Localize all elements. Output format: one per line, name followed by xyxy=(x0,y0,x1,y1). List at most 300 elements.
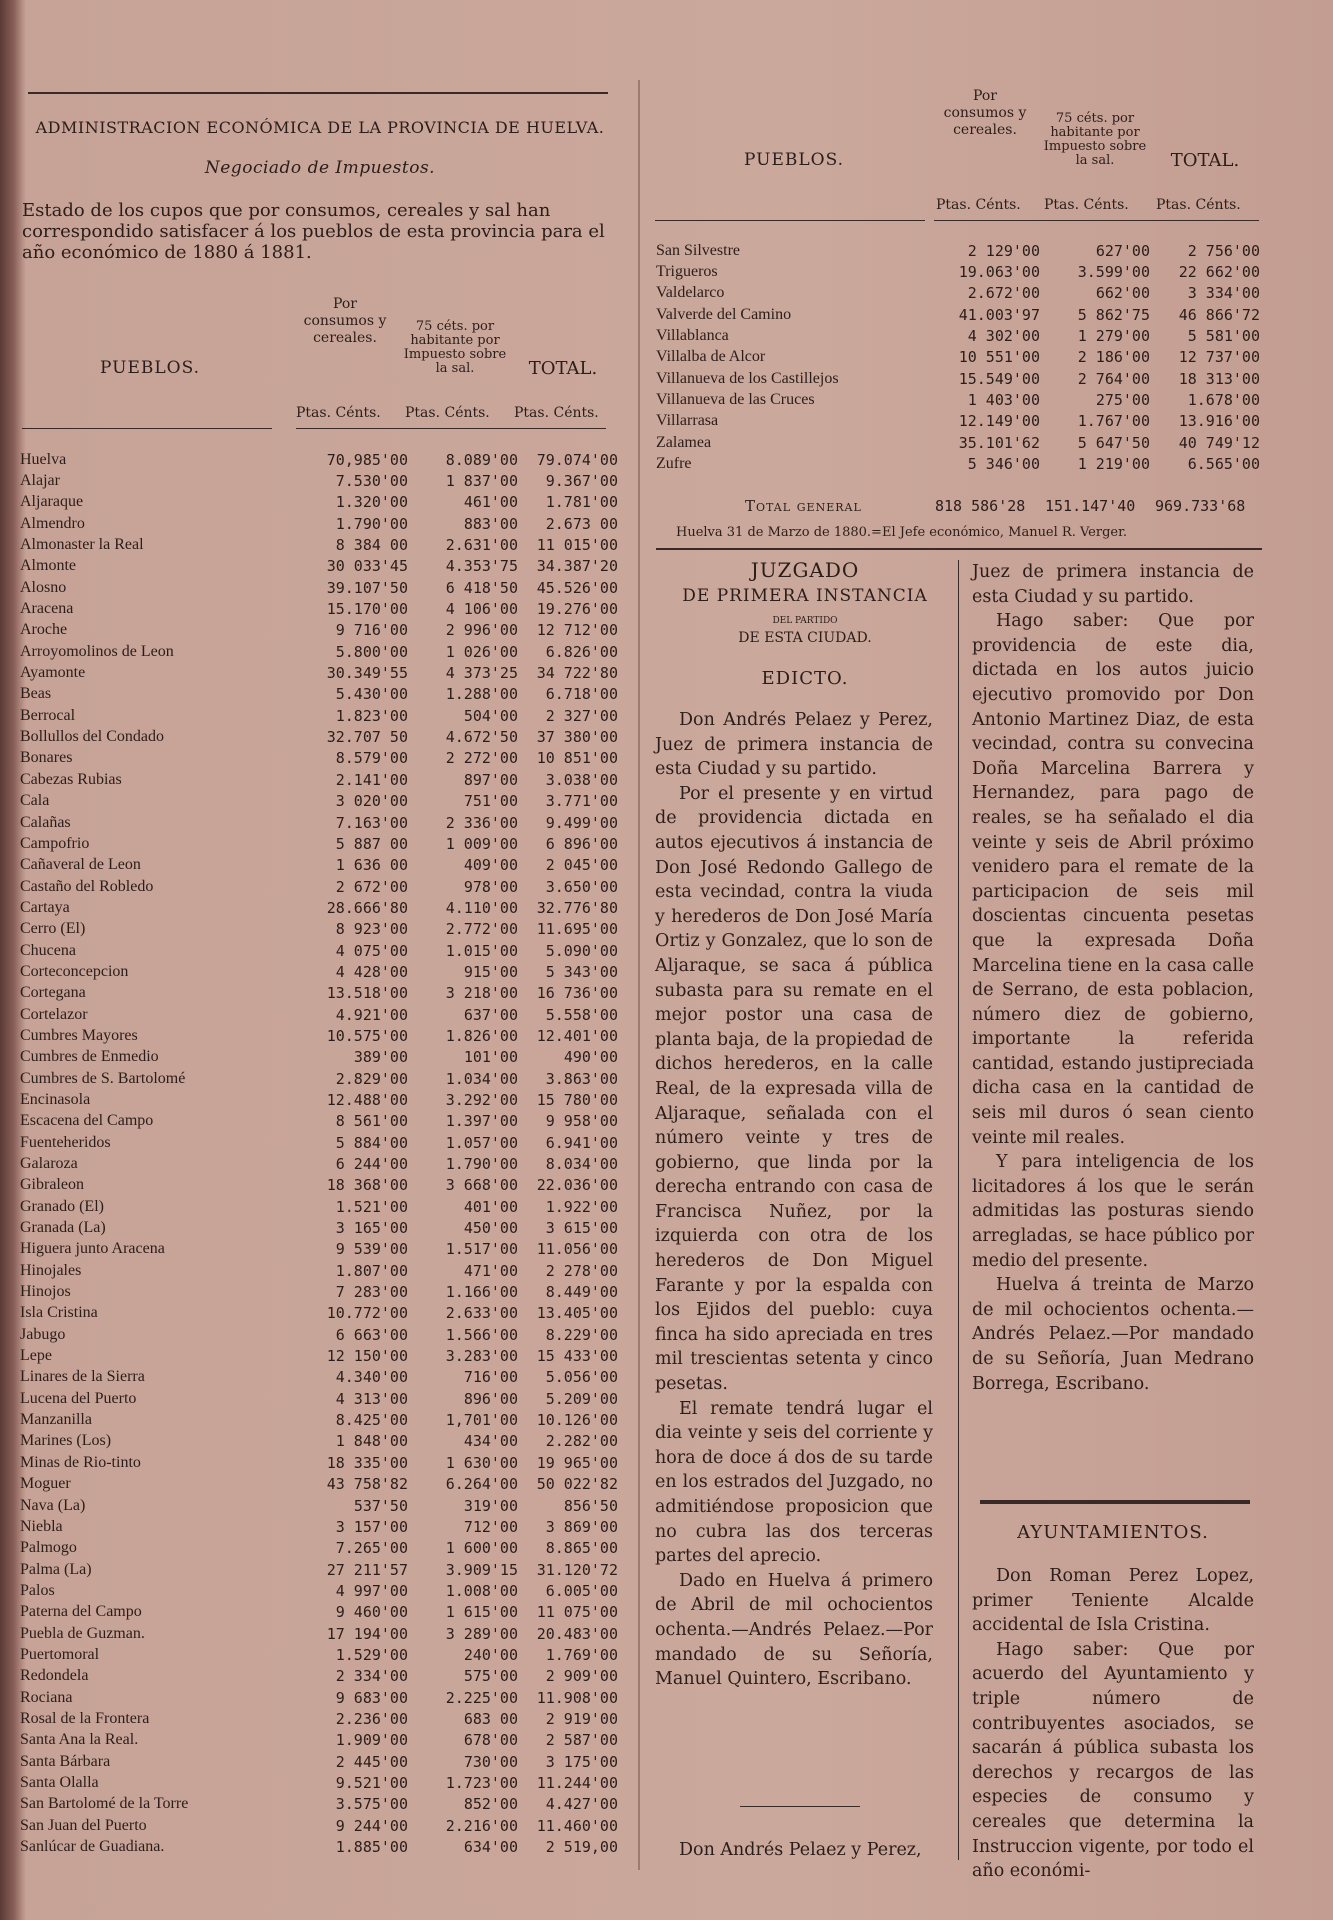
table-row xyxy=(20,1644,618,1665)
table-row xyxy=(20,556,618,577)
table-row xyxy=(20,1431,618,1452)
right-unit-col2: Ptas. Cénts. xyxy=(1044,197,1129,213)
pueblo-name: Minas de Rio-tinto xyxy=(20,1453,141,1471)
edicto-title: EDICTO. xyxy=(761,668,849,689)
consumos-value: 7 283'00 xyxy=(335,1283,408,1302)
total-value: 2 327'00 xyxy=(545,706,618,725)
total-value: 2 909'00 xyxy=(545,1667,618,1686)
sal-value: 4 373'25 xyxy=(445,664,518,683)
sal-value: 1 219'00 xyxy=(1077,455,1150,474)
total-value: 6 896'00 xyxy=(545,834,618,853)
total-value: 5.090'00 xyxy=(545,941,618,960)
sal-value: 3 668'00 xyxy=(445,1176,518,1195)
table-row xyxy=(20,513,618,534)
total-value: 3 334'00 xyxy=(1187,284,1260,303)
table-row xyxy=(20,1175,618,1196)
consumos-value: 12.149'00 xyxy=(958,412,1040,431)
consumos-value: 41.003'97 xyxy=(958,305,1040,324)
total-value: 5 581'00 xyxy=(1187,327,1260,346)
total-value: 11.460'00 xyxy=(536,1816,618,1835)
table-row xyxy=(20,1708,618,1729)
table-row xyxy=(656,261,1260,282)
table-row xyxy=(20,1495,618,1516)
table-row xyxy=(20,833,618,854)
table-row xyxy=(20,919,618,940)
ayunt-p2: Hago saber: Que por acuerdo del Ayuntamiento y triple número de contribuyentes asociados, se sacarán á pública subasta los derechos y recargos de las especies de consumo y cereales que determina la Instruccion vigente, por todo el año económi- xyxy=(972,1639,1254,1882)
total-value: 8.865'00 xyxy=(545,1539,618,1558)
total-value: 2 756'00 xyxy=(1187,241,1260,260)
consumos-value: 32.707 50 xyxy=(326,728,408,747)
consumos-value: 4 075'00 xyxy=(335,941,408,960)
total-value: 32.776'80 xyxy=(536,898,618,917)
sal-value: 1.015'00 xyxy=(445,941,518,960)
total-value: 6.941'00 xyxy=(545,1133,618,1152)
consumos-value: 9 683'00 xyxy=(335,1688,408,1707)
pueblo-name: Cartaya xyxy=(20,898,70,916)
right-header-rule-b xyxy=(934,220,1259,221)
pueblo-name: Jabugo xyxy=(20,1325,66,1343)
pueblo-name: Villalba de Alcor xyxy=(656,348,766,366)
total-value: 6.718'00 xyxy=(545,685,618,704)
sal-value: 1.767'00 xyxy=(1077,412,1150,431)
table-row xyxy=(20,641,618,662)
total-col1: 818 586'28 xyxy=(935,497,1026,515)
pueblo-name: Isla Cristina xyxy=(20,1304,98,1322)
consumos-value: 1.529'00 xyxy=(335,1645,408,1664)
pueblo-name: Higuera junto Aracena xyxy=(20,1240,165,1258)
consumos-value: 1.909'00 xyxy=(335,1731,408,1750)
table-row xyxy=(656,368,1260,389)
edicto-body xyxy=(655,708,933,1692)
pueblo-name: Trigueros xyxy=(656,263,718,281)
total-value: 8.034'00 xyxy=(545,1155,618,1174)
pueblo-name: Arroyomolinos de Leon xyxy=(20,642,174,660)
total-value: 1.781'00 xyxy=(545,493,618,512)
pueblo-name: Bollullos del Condado xyxy=(20,728,164,746)
total-value: 3.650'00 xyxy=(545,877,618,896)
edicto-end-rule xyxy=(740,1806,860,1807)
total-value: 6.565'00 xyxy=(1187,455,1260,474)
pueblo-name: Sanlúcar de Guadiana. xyxy=(20,1838,165,1856)
pueblo-name: San Juan del Puerto xyxy=(20,1816,147,1834)
pueblo-name: Lepe xyxy=(20,1347,52,1365)
consumos-value: 1.790'00 xyxy=(335,514,408,533)
consumos-value: 19.063'00 xyxy=(958,263,1040,282)
col3-body xyxy=(972,560,1254,1396)
total-value: 2.282'00 xyxy=(545,1432,618,1451)
table-row xyxy=(20,1602,618,1623)
consumos-value: 6 663'00 xyxy=(335,1325,408,1344)
sal-value: 8.089'00 xyxy=(445,450,518,469)
total-value: 15 433'00 xyxy=(536,1347,618,1366)
ayuntamientos-title: AYUNTAMIENTOS. xyxy=(1017,1522,1209,1543)
table-row xyxy=(20,1794,618,1815)
total-col2: 151.147'40 xyxy=(1045,497,1136,515)
pueblo-name: Valverde del Camino xyxy=(656,305,792,323)
sal-value: 4.672'50 xyxy=(445,728,518,747)
consumos-value: 28.666'80 xyxy=(326,898,408,917)
pueblo-name: Puebla de Guzman. xyxy=(20,1624,145,1642)
table-row xyxy=(656,389,1260,410)
total-value: 1.678'00 xyxy=(1187,391,1260,410)
sal-value: 2 996'00 xyxy=(445,621,518,640)
pueblo-name: Chucena xyxy=(20,941,76,959)
pueblo-name: Castaño del Robledo xyxy=(20,877,154,895)
sal-value: 883'00 xyxy=(463,514,518,533)
table-row xyxy=(20,1409,618,1430)
consumos-value: 4.340'00 xyxy=(335,1368,408,1387)
pueblo-name: Linares de la Sierra xyxy=(20,1368,145,1386)
total-value: 3.038'00 xyxy=(545,770,618,789)
total-value: 10.126'00 xyxy=(536,1411,618,1430)
consumos-value: 1.521'00 xyxy=(335,1197,408,1216)
table-row xyxy=(20,748,618,769)
pueblo-name: Cortegana xyxy=(20,984,86,1002)
table-row xyxy=(20,1111,618,1132)
consumos-value: 4 428'00 xyxy=(335,962,408,981)
consumos-value: 1 848'00 xyxy=(335,1432,408,1451)
pueblo-name: Santa Ana la Real. xyxy=(20,1731,139,1749)
table-row xyxy=(20,1836,618,1857)
pueblo-name: Hinojos xyxy=(20,1283,71,1301)
consumos-value: 15.170'00 xyxy=(326,600,408,619)
pueblo-name: Puertomoral xyxy=(20,1645,100,1663)
table-row xyxy=(20,1580,618,1601)
pueblo-name: Cañaveral de Leon xyxy=(20,856,141,874)
total-value: 3 615'00 xyxy=(545,1219,618,1238)
right-table xyxy=(656,240,1260,475)
sal-value: 634'00 xyxy=(463,1838,518,1857)
pueblo-name: Cumbres Mayores xyxy=(20,1026,138,1044)
sal-value: 1 837'00 xyxy=(445,472,518,491)
total-value: 10 851'00 xyxy=(536,749,618,768)
table-row xyxy=(20,1239,618,1260)
total-value: 31.120'72 xyxy=(536,1560,618,1579)
ayunt-p1: Don Roman Perez Lopez, primer Teniente Alcalde accidental de Isla Cristina. xyxy=(972,1566,1254,1636)
consumos-value: 9 460'00 xyxy=(335,1603,408,1622)
consumos-value: 10.772'00 xyxy=(326,1304,408,1323)
pueblo-name: Cabezas Rubias xyxy=(20,770,122,788)
right-pueblos-header: PUEBLOS. xyxy=(744,150,845,170)
sal-value: 1 600'00 xyxy=(445,1539,518,1558)
consumos-value: 30 033'45 xyxy=(326,557,408,576)
consumos-value: 7.265'00 xyxy=(335,1539,408,1558)
table-row xyxy=(20,812,618,833)
pueblo-name: Calañas xyxy=(20,813,71,831)
pueblo-name: Cumbres de S. Bartolomé xyxy=(20,1069,186,1087)
sal-value: 409'00 xyxy=(463,856,518,875)
total-value: 12 737'00 xyxy=(1178,348,1260,367)
right-col3-header: TOTAL. xyxy=(1170,150,1240,171)
total-value: 22 662'00 xyxy=(1178,263,1260,282)
sal-value: 662'00 xyxy=(1095,284,1150,303)
pueblo-name: Paterna del Campo xyxy=(20,1603,142,1621)
table-row xyxy=(20,1687,618,1708)
pueblo-name: Granado (El) xyxy=(20,1197,104,1215)
total-value: 79.074'00 xyxy=(536,450,618,469)
pueblo-name: Bonares xyxy=(20,749,73,767)
total-value: 3 175'00 xyxy=(545,1752,618,1771)
table-row xyxy=(20,1260,618,1281)
juzgado-subtitle: DE PRIMERA INSTANCIA xyxy=(682,586,928,606)
table-row xyxy=(20,1516,618,1537)
total-value: 11.695'00 xyxy=(536,920,618,939)
consumos-value: 27 211'57 xyxy=(326,1560,408,1579)
table-row xyxy=(20,1004,618,1025)
table-row xyxy=(20,684,618,705)
table-row xyxy=(20,492,618,513)
left-table xyxy=(20,449,618,1858)
section-rule xyxy=(656,548,1262,550)
table-row xyxy=(20,1474,618,1495)
pueblo-name: Villanueva de los Castillejos xyxy=(656,369,839,387)
consumos-value: 17 194'00 xyxy=(326,1624,408,1643)
pueblo-name: Aroche xyxy=(20,621,68,639)
pueblo-name: Lucena del Puerto xyxy=(20,1389,137,1407)
total-value: 11 075'00 xyxy=(536,1603,618,1622)
sal-value: 1 615'00 xyxy=(445,1603,518,1622)
table-row xyxy=(20,620,618,641)
consumos-value: 8 384 00 xyxy=(335,536,408,555)
sal-value: 2 272'00 xyxy=(445,749,518,768)
consumos-value: 9 539'00 xyxy=(335,1240,408,1259)
consumos-value: 5.800'00 xyxy=(335,642,408,661)
pueblo-name: Villablanca xyxy=(656,327,729,345)
table-row xyxy=(20,449,618,470)
sal-value: 716'00 xyxy=(463,1368,518,1387)
right-unit-col1: Ptas. Cénts. xyxy=(936,197,1021,213)
pueblo-name: Huelva xyxy=(20,450,67,468)
pueblo-name: Ayamonte xyxy=(20,664,86,682)
sal-value: 1 009'00 xyxy=(445,834,518,853)
total-value: 6.005'00 xyxy=(545,1581,618,1600)
sal-value: 319'00 xyxy=(463,1496,518,1515)
right-unit-col3: Ptas. Cénts. xyxy=(1156,197,1241,213)
pueblo-name: Encinasola xyxy=(20,1090,91,1108)
sal-value: 1.566'00 xyxy=(445,1325,518,1344)
consumos-value: 35.101'62 xyxy=(958,433,1040,452)
pueblo-name: Zufre xyxy=(656,455,692,473)
consumos-value: 4.921'00 xyxy=(335,1005,408,1024)
table-row xyxy=(20,1047,618,1068)
consumos-value: 3 165'00 xyxy=(335,1219,408,1238)
pueblo-name: Valdelarco xyxy=(656,284,725,302)
table-row xyxy=(20,1153,618,1174)
unit-col1: Ptas. Cénts. xyxy=(296,405,381,421)
table-row xyxy=(20,1538,618,1559)
sal-value: 3.599'00 xyxy=(1077,263,1150,282)
total-value: 37 380'00 xyxy=(536,728,618,747)
sal-value: 5 647'50 xyxy=(1077,433,1150,452)
consumos-value: 18 368'00 xyxy=(326,1176,408,1195)
total-value: 5.056'00 xyxy=(545,1368,618,1387)
table-row xyxy=(20,1217,618,1238)
total-value: 5 343'00 xyxy=(545,962,618,981)
total-value: 22.036'00 xyxy=(536,1176,618,1195)
total-value: 9 958'00 xyxy=(545,1112,618,1131)
sal-value: 6 418'50 xyxy=(445,578,518,597)
total-value: 2 045'00 xyxy=(545,856,618,875)
sal-value: 2 336'00 xyxy=(445,813,518,832)
pueblo-name: San Silvestre xyxy=(656,241,740,259)
sal-value: 712'00 xyxy=(463,1517,518,1536)
pueblo-name: Villarrasa xyxy=(656,412,719,430)
sal-value: 751'00 xyxy=(463,792,518,811)
consumos-value: 6 244'00 xyxy=(335,1155,408,1174)
total-value: 40 749'12 xyxy=(1178,433,1260,452)
sal-value: 978'00 xyxy=(463,877,518,896)
table-row xyxy=(20,534,618,555)
consumos-value: 2.829'00 xyxy=(335,1069,408,1088)
pueblo-name: Niebla xyxy=(20,1517,63,1535)
consumos-value: 4 997'00 xyxy=(335,1581,408,1600)
sal-value: 1 026'00 xyxy=(445,642,518,661)
table-row xyxy=(20,577,618,598)
table-row xyxy=(656,283,1260,304)
pueblo-name: Cortelazor xyxy=(20,1005,88,1023)
total-value: 2.673 00 xyxy=(545,514,618,533)
consumos-value: 3 157'00 xyxy=(335,1517,408,1536)
pueblo-name: Palos xyxy=(20,1581,55,1599)
intro-paragraph: Estado de los cupos que por consumos, cereales y sal han correspondido satisfacer á los pueblos de esta provincia para el año económico de 1880 á 1881. xyxy=(22,200,605,263)
consumos-value: 43 758'82 xyxy=(326,1475,408,1494)
consumos-value: 10 551'00 xyxy=(958,348,1040,367)
pueblo-name: Rociana xyxy=(20,1688,73,1706)
sal-value: 1.288'00 xyxy=(445,685,518,704)
ayunt-body xyxy=(972,1564,1254,1884)
table-row xyxy=(656,347,1260,368)
sal-value: 1.034'00 xyxy=(445,1069,518,1088)
sal-value: 450'00 xyxy=(463,1219,518,1238)
consumos-value: 2 129'00 xyxy=(967,241,1040,260)
consumos-value: 12.488'00 xyxy=(326,1090,408,1109)
pueblo-name: Alajar xyxy=(20,472,60,490)
sal-value: 101'00 xyxy=(463,1048,518,1067)
consumos-value: 70,985'00 xyxy=(326,450,408,469)
pueblo-name: Zalamea xyxy=(656,433,712,451)
sal-value: 2.225'00 xyxy=(445,1688,518,1707)
table-row xyxy=(20,855,618,876)
sal-value: 3.283'00 xyxy=(445,1347,518,1366)
table-row xyxy=(20,1132,618,1153)
pueblo-name: Almendro xyxy=(20,514,85,532)
consumos-value: 9 244'00 xyxy=(335,1816,408,1835)
admin-heading: ADMINISTRACION ECONÓMICA DE LA PROVINCIA DE HUELVA. xyxy=(35,118,605,137)
table-row xyxy=(20,1025,618,1046)
table-row xyxy=(20,726,618,747)
consumos-value: 7.163'00 xyxy=(335,813,408,832)
consumos-value: 537'50 xyxy=(353,1496,408,1515)
total-value: 34 722'80 xyxy=(536,664,618,683)
edicto-p3: El remate tendrá lugar el dia veinte y seis del corriente y hora de doce á dos de su tarde en los estrados del Juzgado, no admitiéndose proposicion que no cubra las dos terceras partes del aprecio. xyxy=(655,1398,933,1567)
edicto2-start xyxy=(655,1838,945,1863)
pueblo-name: Alosno xyxy=(20,578,67,596)
sal-value: 434'00 xyxy=(463,1432,518,1451)
column-divider xyxy=(958,560,959,1860)
total-value: 11.056'00 xyxy=(536,1240,618,1259)
pueblo-name: Redondela xyxy=(20,1667,89,1685)
sal-value: 1.790'00 xyxy=(445,1155,518,1174)
sal-value: 2.216'00 xyxy=(445,1816,518,1835)
pueblo-name: Aracena xyxy=(20,600,74,618)
pueblo-name: Aljaraque xyxy=(20,493,84,511)
table-footer: Huelva 31 de Marzo de 1880.=El Jefe económico, Manuel R. Verger. xyxy=(676,525,1128,540)
table-row xyxy=(20,1815,618,1836)
sal-value: 683 00 xyxy=(463,1709,518,1728)
pueblos-header: PUEBLOS. xyxy=(100,358,201,378)
pueblo-name: Palma (La) xyxy=(20,1560,92,1578)
pueblo-name: Palmogo xyxy=(20,1539,77,1557)
sal-value: 3 218'00 xyxy=(445,984,518,1003)
pueblo-name: Escacena del Campo xyxy=(20,1112,154,1130)
consumos-value: 18 335'00 xyxy=(326,1453,408,1472)
consumos-value: 2.141'00 xyxy=(335,770,408,789)
consumos-value: 8 561'00 xyxy=(335,1112,408,1131)
consumos-value: 1.807'00 xyxy=(335,1261,408,1280)
sal-value: 1,701'00 xyxy=(445,1411,518,1430)
sal-value: 2.772'00 xyxy=(445,920,518,939)
table-row xyxy=(20,961,618,982)
sal-value: 275'00 xyxy=(1095,391,1150,410)
sal-value: 240'00 xyxy=(463,1645,518,1664)
consumos-value: 5 884'00 xyxy=(335,1133,408,1152)
total-value: 11 015'00 xyxy=(536,536,618,555)
total-value: 34.387'20 xyxy=(536,557,618,576)
total-value: 18 313'00 xyxy=(1178,369,1260,388)
pueblo-name: Cerro (El) xyxy=(20,920,86,938)
pueblo-name: Galaroza xyxy=(20,1155,78,1173)
pueblo-name: San Bartolomé de la Torre xyxy=(20,1795,189,1813)
total-value: 45.526'00 xyxy=(536,578,618,597)
right-header-rule-a xyxy=(655,220,925,221)
col2-header: 75 céts. por habitante por Impuesto sobre la sal. xyxy=(403,319,507,376)
total-value: 2 519,00 xyxy=(545,1838,618,1857)
pueblo-name: Almonaster la Real xyxy=(20,536,144,554)
total-value: 3.863'00 xyxy=(545,1069,618,1088)
sal-value: 637'00 xyxy=(463,1005,518,1024)
consumos-value: 1.823'00 xyxy=(335,706,408,725)
table-row xyxy=(20,769,618,790)
unit-col3: Ptas. Cénts. xyxy=(514,405,599,421)
pueblo-name: Nava (La) xyxy=(20,1496,86,1514)
total-value: 11.908'00 xyxy=(536,1688,618,1707)
table-row xyxy=(20,1068,618,1089)
sal-value: 2.633'00 xyxy=(445,1304,518,1323)
col3-p4: Huelva á treinta de Marzo de mil ochocientos ochenta.—Andrés Pelaez.—Por mandado de su Señoría, Juan Medrano Borrega, Escribano. xyxy=(972,1275,1254,1394)
sal-value: 4.110'00 xyxy=(445,898,518,917)
total-value: 2 919'00 xyxy=(545,1709,618,1728)
header-rule-b xyxy=(296,428,606,429)
total-col3: 969.733'68 xyxy=(1155,497,1246,515)
consumos-value: 4 302'00 xyxy=(967,327,1040,346)
consumos-value: 1.885'00 xyxy=(335,1838,408,1857)
sal-value: 2 186'00 xyxy=(1077,348,1150,367)
consumos-value: 12 150'00 xyxy=(326,1347,408,1366)
table-row xyxy=(20,1388,618,1409)
sal-value: 1.166'00 xyxy=(445,1283,518,1302)
total-value: 9.499'00 xyxy=(545,813,618,832)
table-row xyxy=(20,1367,618,1388)
sal-value: 1.826'00 xyxy=(445,1026,518,1045)
pueblo-name: Moguer xyxy=(20,1475,71,1493)
table-row xyxy=(20,1751,618,1772)
total-value: 856'50 xyxy=(563,1496,618,1515)
pueblo-name: Campofrio xyxy=(20,834,90,852)
total-value: 5.558'00 xyxy=(545,1005,618,1024)
sal-value: 401'00 xyxy=(463,1197,518,1216)
consumos-value: 10.575'00 xyxy=(326,1026,408,1045)
sal-value: 678'00 xyxy=(463,1731,518,1750)
